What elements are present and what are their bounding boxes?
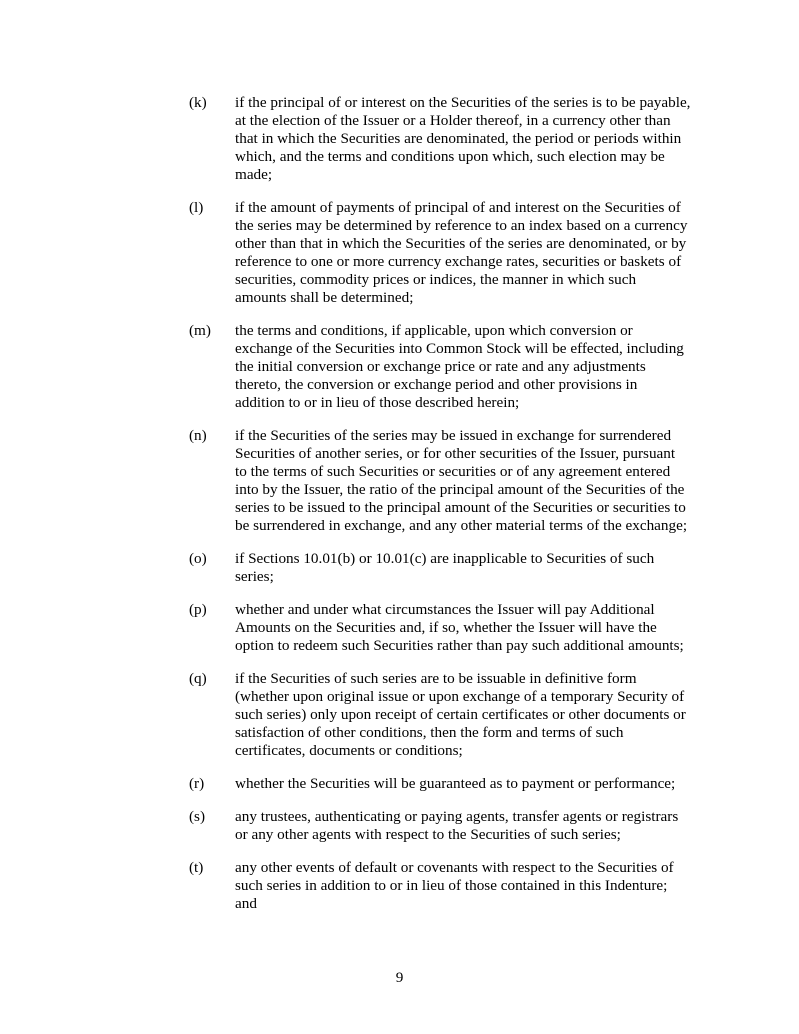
clause-label: (s) bbox=[189, 808, 206, 825]
clause-label: (k) bbox=[189, 94, 207, 111]
clause-item bbox=[189, 427, 719, 535]
clause-text: any other events of default or covenants with respect to the Securities of such series in addition to or in lieu of those contained in this Indenture; and bbox=[235, 859, 674, 912]
clause-label: (n) bbox=[189, 427, 207, 444]
clause-text: any trustees, authenticating or paying agents, transfer agents or registrars or any other agents with respect to the Securities of such series; bbox=[235, 808, 679, 843]
clause-text: whether the Securities will be guaranteed as to payment or performance; bbox=[235, 775, 676, 792]
clause-label: (p) bbox=[189, 601, 207, 618]
clause-label: (m) bbox=[189, 322, 211, 339]
clause-item bbox=[189, 670, 719, 760]
clause-text: if the Securities of such series are to be issuable in definitive form (whether upon original issue or upon exchange of a temporary Security of such series) only upon receipt of certain certificates or other documents or satisfaction of other conditions, then the form and terms of such certificates, documents or conditions; bbox=[235, 670, 686, 759]
clause-item bbox=[189, 322, 719, 412]
clause-item bbox=[189, 199, 719, 307]
clause-item bbox=[189, 808, 719, 844]
clause-item bbox=[189, 859, 719, 913]
clause-label: (o) bbox=[189, 550, 207, 567]
clause-item bbox=[189, 550, 719, 586]
page-number: 9 bbox=[395, 969, 404, 986]
clause-list bbox=[189, 94, 719, 928]
clause-text: if the principal of or interest on the Securities of the series is to be payable, at the election of the Issuer or a Holder thereof, in a currency other than that in which the Securities are denominated, the period or periods within which, and the terms and conditions upon which, such election may be made; bbox=[235, 94, 691, 183]
clause-label: (t) bbox=[189, 859, 204, 876]
clause-label: (l) bbox=[189, 199, 204, 216]
clause-text: whether and under what circumstances the Issuer will pay Additional Amounts on the Securities and, if so, whether the Issuer will have the option to redeem such Securities rather than pay such additional amounts; bbox=[235, 601, 684, 654]
clause-item bbox=[189, 94, 719, 184]
clause-text: the terms and conditions, if applicable, upon which conversion or exchange of the Securities into Common Stock will be effected, including the initial conversion or exchange price or rate and any adjustments thereto, the conversion or exchange period and other provisions in addition to or in lieu of those described herein; bbox=[235, 322, 684, 411]
clause-text: if the amount of payments of principal of and interest on the Securities of the series may be determined by reference to an index based on a currency other than that in which the Securities of the series are denominated, or by reference to one or more currency exchange rates, securities or baskets of securities, commodity prices or indices, the manner in which such amounts shall be determined; bbox=[235, 199, 688, 306]
clause-label: (q) bbox=[189, 670, 207, 687]
clause-label: (r) bbox=[189, 775, 205, 792]
clause-text: if Sections 10.01(b) or 10.01(c) are inapplicable to Securities of such series; bbox=[235, 550, 655, 585]
clause-item bbox=[189, 775, 719, 793]
clause-text: if the Securities of the series may be issued in exchange for surrendered Securities of another series, or for other securities of the Issuer, pursuant to the terms of such Securities or securities or of any agreement entered into by the Issuer, the ratio of the principal amount of the Securities of the series to be issued to the principal amount of the Securities or securities to be surrendered in exchange, and any other material terms of the exchange; bbox=[235, 427, 688, 534]
clause-item bbox=[189, 601, 719, 655]
